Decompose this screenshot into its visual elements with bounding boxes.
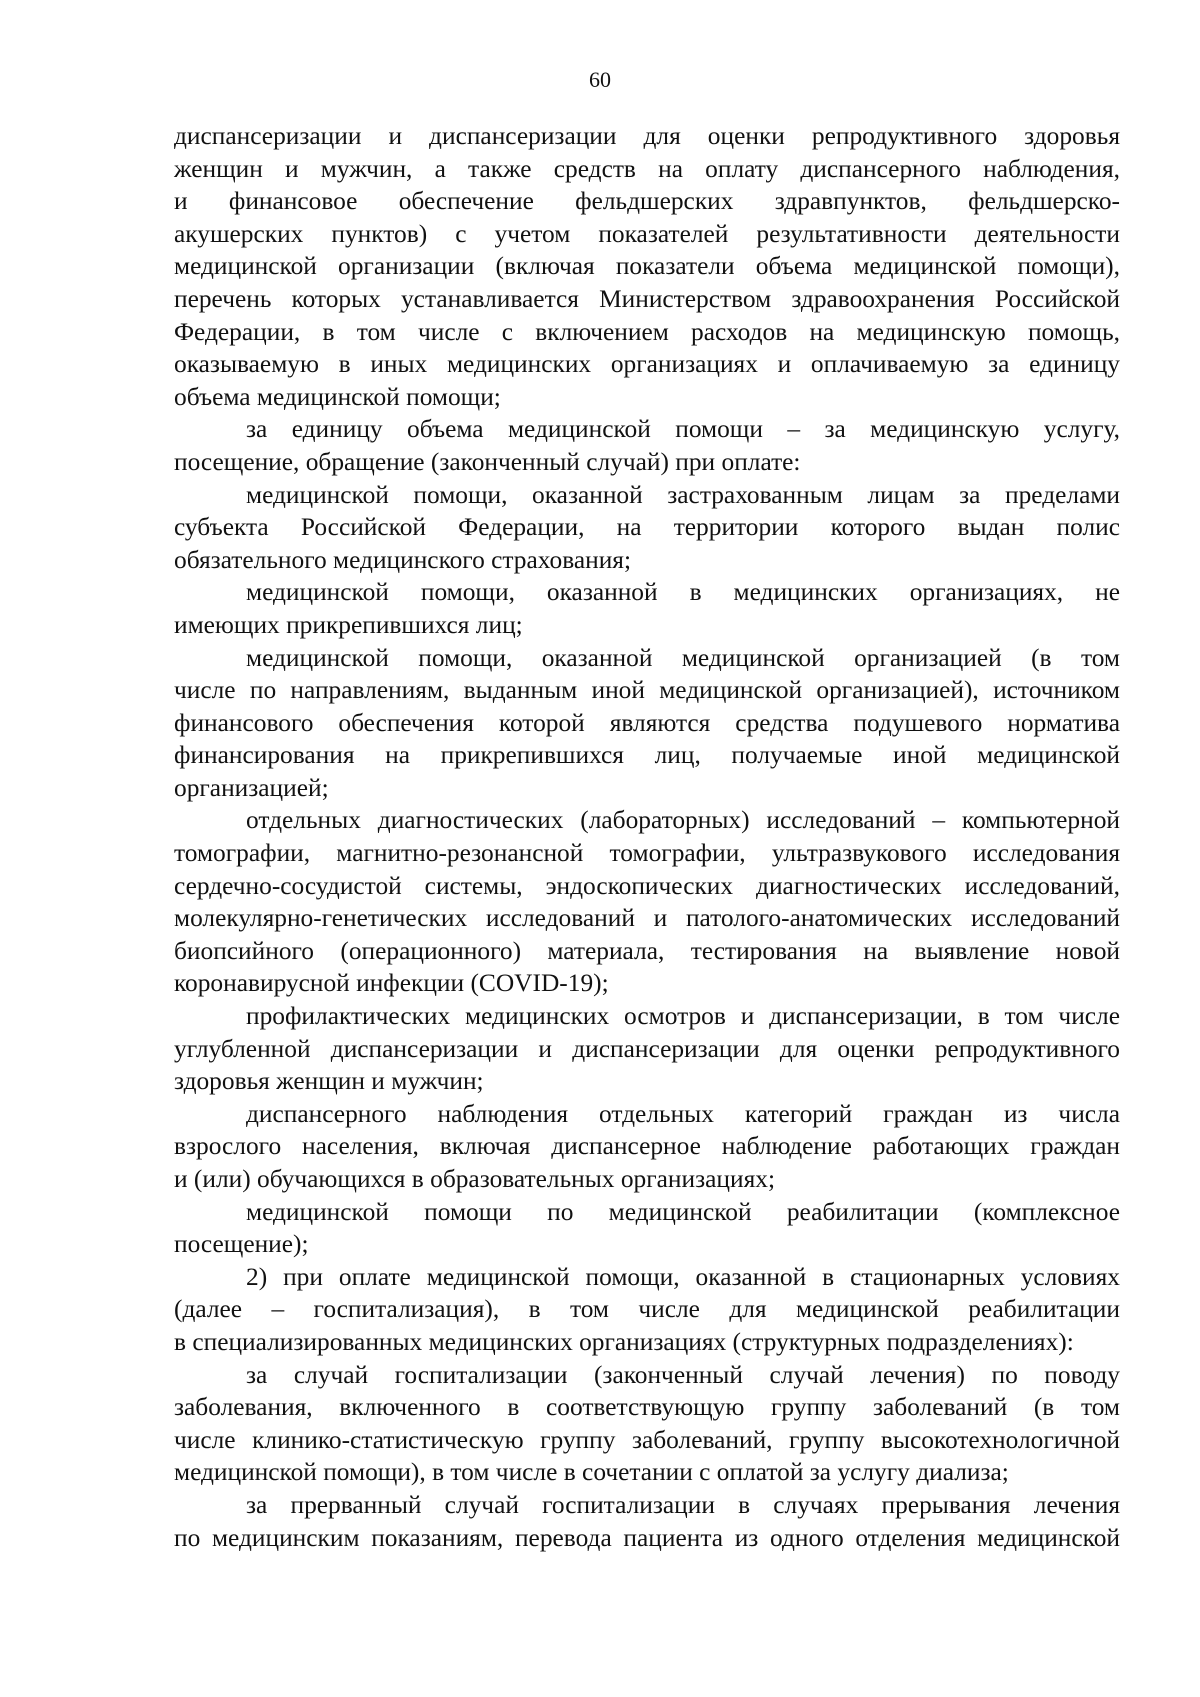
- text-line: финансирования на прикрепившихся лиц, получаемые иной медицинской: [174, 741, 1120, 770]
- paragraph: [174, 576, 1120, 641]
- text-line: посещение, обращение (законченный случай) при оплате:: [174, 447, 801, 476]
- text-line: субъекта Российской Федерации, на территории которого выдан полис: [174, 513, 1120, 542]
- text-line: диспансерного наблюдения отдельных категорий граждан из числа: [246, 1099, 1120, 1128]
- text-line: женщин и мужчин, а также средств на оплату диспансерного наблюдения,: [174, 154, 1120, 183]
- paragraph: [174, 642, 1120, 805]
- text-line: томографии, магнитно-резонансной томографии, ультразвукового исследования: [174, 839, 1120, 868]
- text-line: акушерских пунктов) с учетом показателей результативности деятельности: [174, 219, 1120, 248]
- text-line: в специализированных медицинских организациях (структурных подразделениях):: [174, 1327, 1074, 1356]
- text-line: медицинской помощи), в том числе в сочетании с оплатой за услугу диализа;: [174, 1458, 1009, 1487]
- text-line: и финансовое обеспечение фельдшерских здравпунктов, фельдшерско-: [174, 187, 1120, 216]
- text-line: по медицинским показаниям, перевода пациента из одного отделения медицинской: [174, 1523, 1120, 1552]
- text-line: взрослого населения, включая диспансерное наблюдение работающих граждан: [174, 1132, 1120, 1161]
- text-line: перечень которых устанавливается Министерством здравоохранения Российской: [174, 284, 1120, 313]
- text-line: медицинской помощи, оказанной застрахованным лицам за пределами: [246, 480, 1120, 509]
- page-number: 60: [589, 67, 611, 92]
- paragraph: [174, 120, 1120, 413]
- text-line: медицинской помощи, оказанной в медицинских организациях, не: [246, 578, 1120, 607]
- text-line: 2) при оплате медицинской помощи, оказанной в стационарных условиях: [246, 1262, 1120, 1291]
- paragraph: [174, 1489, 1120, 1554]
- paragraph: [174, 1261, 1120, 1359]
- document-body: [174, 120, 1120, 1554]
- text-line: заболевания, включенного в соответствующую группу заболеваний (в том: [174, 1393, 1120, 1422]
- text-line: здоровья женщин и мужчин;: [174, 1067, 484, 1096]
- text-line: объема медицинской помощи;: [174, 382, 501, 411]
- text-line: финансового обеспечения которой являются средства подушевого норматива: [174, 708, 1120, 737]
- paragraph: [174, 1196, 1120, 1261]
- text-line: медицинской помощи по медицинской реабилитации (комплексное: [246, 1197, 1120, 1226]
- text-line: числе по направлениям, выданным иной медицинской организацией), источником: [174, 676, 1120, 705]
- text-line: молекулярно-генетических исследований и патолого-анатомических исследований: [174, 904, 1120, 933]
- text-line: Федерации, в том числе с включением расходов на медицинскую помощь,: [174, 317, 1120, 346]
- text-line: обязательного медицинского страхования;: [174, 545, 632, 574]
- text-line: за единицу объема медицинской помощи – за медицинскую услугу,: [246, 415, 1120, 444]
- text-line: за случай госпитализации (законченный случай лечения) по поводу: [246, 1360, 1120, 1389]
- text-line: имеющих прикрепившихся лиц;: [174, 610, 523, 639]
- text-line: коронавирусной инфекции (COVID-19);: [174, 969, 609, 998]
- text-line: за прерванный случай госпитализации в случаях прерывания лечения: [246, 1490, 1120, 1519]
- paragraph: [174, 804, 1120, 1000]
- text-line: диспансеризации и диспансеризации для оценки репродуктивного здоровья: [174, 122, 1120, 150]
- paragraph: [174, 413, 1120, 478]
- text-line: числе клинико-статистическую группу заболеваний, группу высокотехнологичной: [174, 1425, 1120, 1454]
- text-line: отдельных диагностических (лабораторных) исследований – компьютерной: [246, 806, 1120, 835]
- text-line: профилактических медицинских осмотров и диспансеризации, в том числе: [246, 1002, 1120, 1031]
- text-line: медицинской помощи, оказанной медицинской организацией (в том: [246, 643, 1120, 672]
- paragraph: [174, 1098, 1120, 1196]
- text-line: углубленной диспансеризации и диспансеризации для оценки репродуктивного: [174, 1034, 1120, 1063]
- text-line: и (или) обучающихся в образовательных организациях;: [174, 1165, 776, 1193]
- paragraph: [174, 1359, 1120, 1489]
- text-line: медицинской организации (включая показатели объема медицинской помощи),: [174, 252, 1120, 281]
- text-line: посещение);: [174, 1230, 309, 1259]
- text-line: организацией;: [174, 773, 329, 802]
- text-line: (далее – госпитализация), в том числе для медицинской реабилитации: [174, 1295, 1120, 1324]
- text-line: биопсийного (операционного) материала, тестирования на выявление новой: [174, 936, 1120, 965]
- paragraph: [174, 1000, 1120, 1098]
- text-line: оказываемую в иных медицинских организациях и оплачиваемую за единицу: [174, 350, 1120, 379]
- paragraph: [174, 479, 1120, 577]
- text-line: сердечно-сосудистой системы, эндоскопических диагностических исследований,: [174, 871, 1120, 900]
